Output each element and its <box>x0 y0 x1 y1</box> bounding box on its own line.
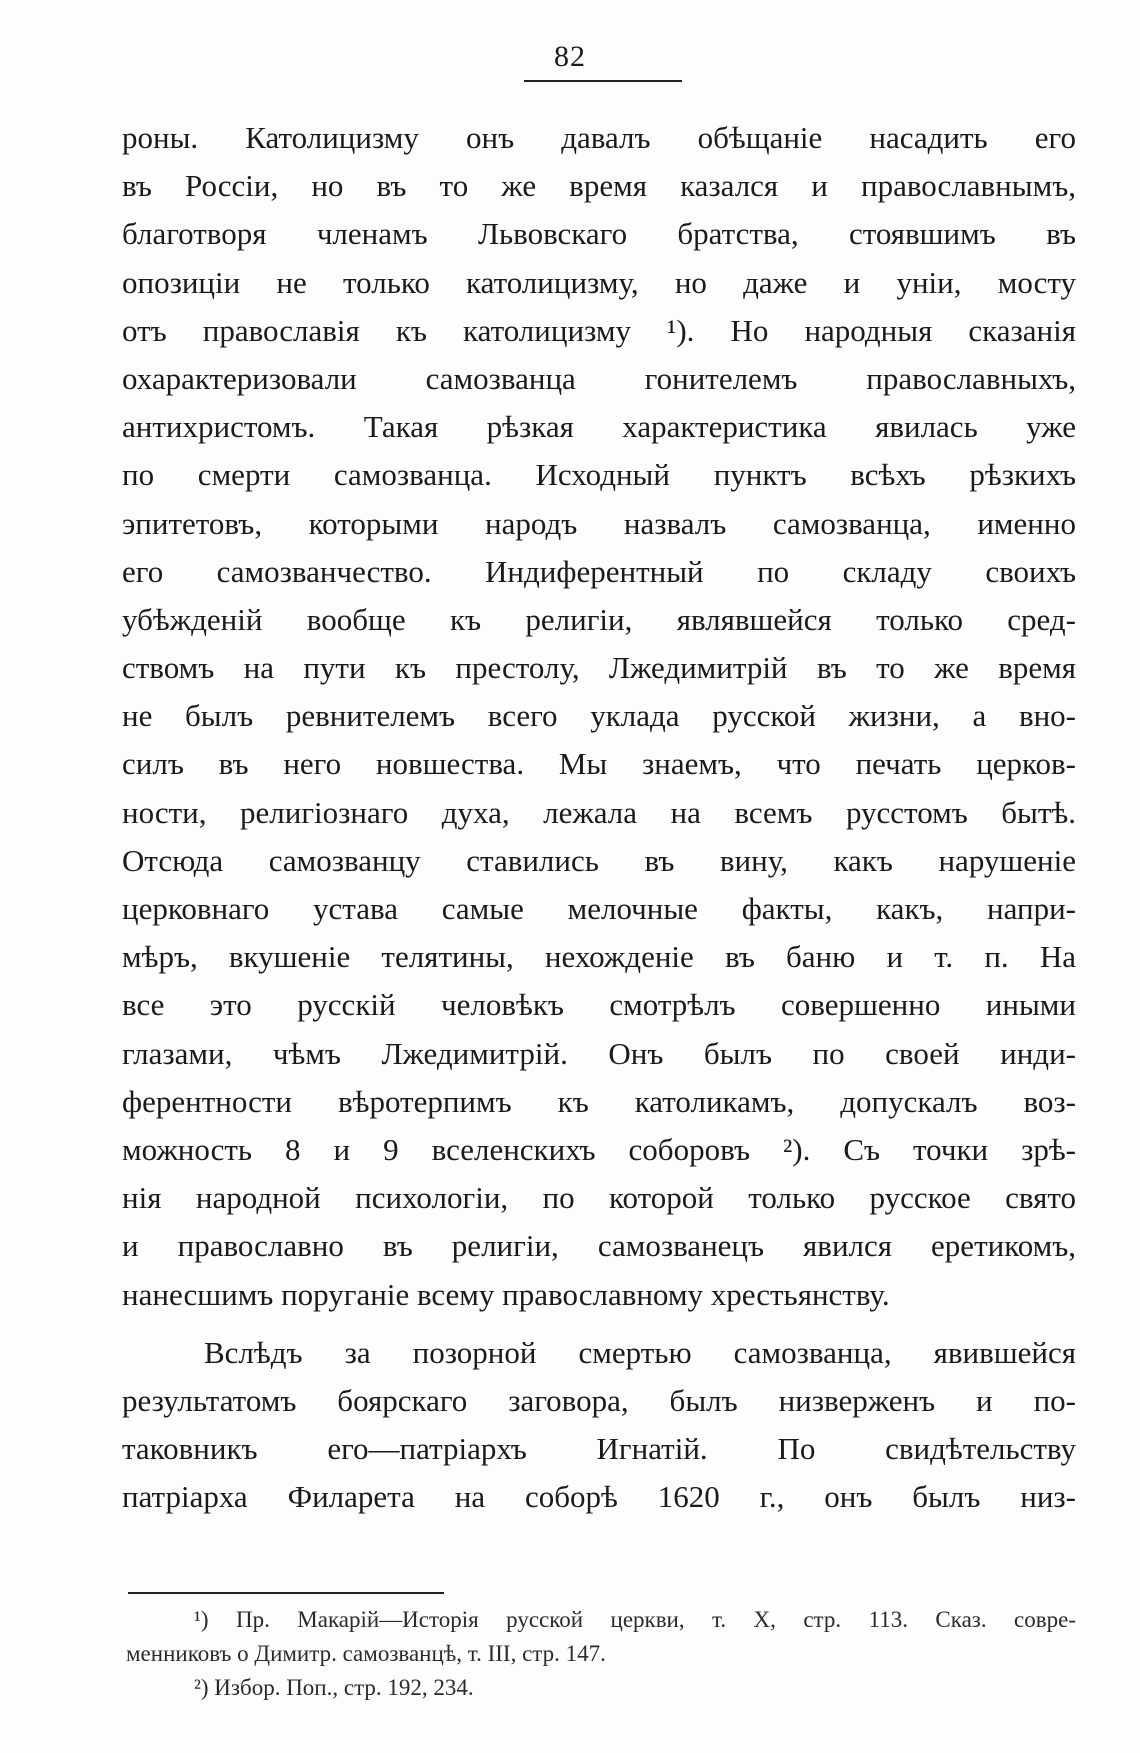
text-line: роны. Католицизму онъ давалъ обѣщаніе насадить его <box>122 120 1076 155</box>
footnote-line: менниковъ о Димитр. самозванцѣ, т. III, стр. 147. <box>126 1641 606 1666</box>
paragraph-1 <box>122 114 1076 1319</box>
text-line: таковникъ его—патріархъ Игнатій. По свидѣтельству <box>122 1431 1076 1467</box>
text-line: можность 8 и 9 вселенскихъ соборовъ ²). Съ точки зрѣ- <box>122 1131 1076 1167</box>
footnote-line: ²) Избор. Поп., стр. 192, 234. <box>194 1675 474 1700</box>
text-line: въ Россіи, но въ то же время казался и православнымъ, <box>122 168 1076 204</box>
text-line: глазами, чѣмъ Лжедимитрій. Онъ былъ по своей инди- <box>122 1035 1076 1071</box>
text-line: нанесшимъ поруганіе всему православному хрестьянству. <box>122 1276 890 1312</box>
body-text <box>122 114 1076 1521</box>
text-line: благотворя членамъ Львовскаго братства, стоявшимъ въ <box>122 216 1076 252</box>
text-line: эпитетовъ, которыми народъ назвалъ самозванца, именно <box>122 505 1076 541</box>
page-number: 82 <box>554 40 586 73</box>
text-line: убѣжденій вообще къ религіи, являвшейся только сред- <box>122 601 1076 637</box>
text-line: силъ въ него новшества. Мы знаемъ, что печать церков- <box>122 746 1076 782</box>
text-line: его самозванчество. Индиферентный по складу своихъ <box>122 553 1076 589</box>
text-line: патріарха Филарета на соборѣ 1620 г., онъ былъ низ- <box>122 1479 1076 1515</box>
text-line: охарактеризовали самозванца гонителемъ православныхъ, <box>122 360 1076 396</box>
text-line: все это русскій человѣкъ смотрѣлъ совершенно иными <box>122 987 1076 1023</box>
text-line: Отсюда самозванцу ставились въ вину, какъ нарушеніе <box>122 842 1076 878</box>
text-line: ферентности вѣротерпимъ къ католикамъ, допускалъ воз- <box>122 1083 1076 1119</box>
text-line: ствомъ на пути къ престолу, Лжедимитрій въ то же время <box>122 650 1076 686</box>
footnote-line: ¹) Пр. Макарій—Исторія русской церкви, т. X, стр. 113. Сказ. совре- <box>194 1607 1076 1632</box>
text-line: опозиціи не только католицизму, но даже и уніи, мосту <box>122 264 1076 300</box>
text-line: по смерти самозванца. Исходный пунктъ всѣхъ рѣзкихъ <box>122 457 1076 493</box>
footnote-rule <box>128 1592 444 1594</box>
text-line: Вслѣдъ за позорной смертью самозванца, явившейся <box>204 1334 1076 1370</box>
text-line: мѣръ, вкушеніе телятины, нехожденіе въ баню и т. п. На <box>122 939 1076 975</box>
page-number-rule <box>524 80 682 82</box>
text-line: отъ православія къ католицизму ¹). Но народныя сказанія <box>122 312 1076 348</box>
text-line: результатомъ боярскаго заговора, былъ низверженъ и по- <box>122 1382 1076 1418</box>
text-line: нія народной психологіи, по которой только русское свято <box>122 1180 1076 1216</box>
text-line: и православно въ религіи, самозванецъ явился еретикомъ, <box>122 1228 1076 1264</box>
text-line: церковнаго устава самые мелочные факты, какъ, напри- <box>122 891 1076 926</box>
paragraph-gap <box>122 1319 1076 1329</box>
text-line: ности, религіознаго духа, лежала на всемъ русстомъ бытѣ. <box>122 794 1076 830</box>
text-line: не былъ ревнителемъ всего уклада русской жизни, а вно- <box>122 698 1076 734</box>
footnotes <box>126 1603 1076 1705</box>
paragraph-2 <box>122 1329 1076 1522</box>
text-line: антихристомъ. Такая рѣзкая характеристика явилась уже <box>122 409 1076 445</box>
